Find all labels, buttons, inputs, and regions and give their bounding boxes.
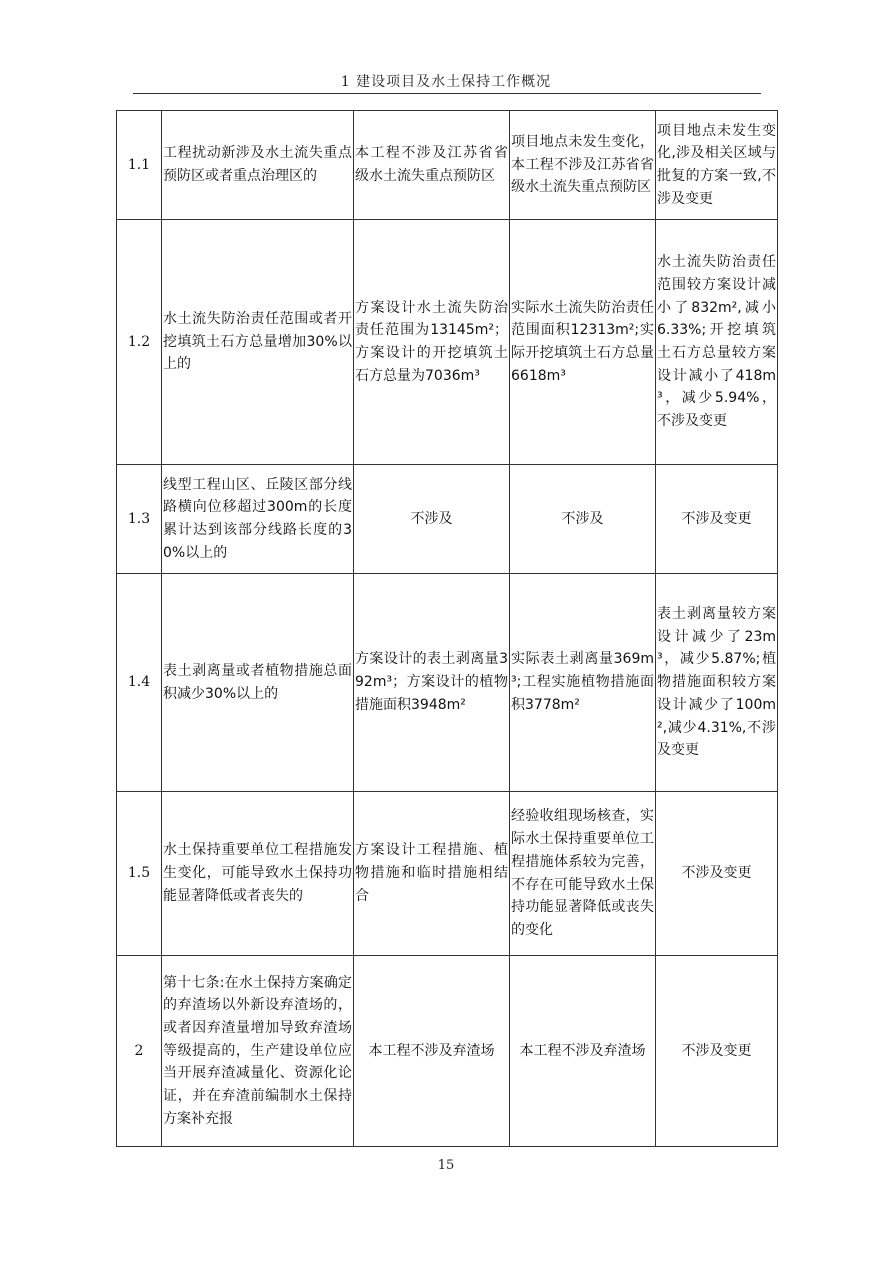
row-number: 2 <box>117 956 162 1147</box>
plan-cell: 本工程不涉及弃渣场 <box>354 956 510 1147</box>
plan-cell: 不涉及 <box>354 465 510 574</box>
conclusion-cell: 不涉及变更 <box>656 956 778 1147</box>
running-header: 1 建设项目及水土保持工作概况 <box>340 74 552 90</box>
criterion-cell: 水土流失防治责任范围或者开挖填筑土石方总量增加30%以上的 <box>162 220 354 465</box>
criterion-cell: 第十七条:在水土保持方案确定的弃渣场以外新设弃渣场的，或者因弃渣量增加导致弃渣场等级提高的，生产建设单位应当开展弃渣减量化、资源化论证，并在弃渣前编制水土保持方案补充报 <box>162 956 354 1147</box>
change-assessment-table <box>116 110 778 1147</box>
conclusion-cell: 项目地点未发生变化,涉及相关区域与批复的方案一致,不涉及变更 <box>656 111 778 220</box>
plan-cell: 方案设计工程措施、植物措施和临时措施相结合 <box>354 792 510 956</box>
table-row <box>117 220 778 465</box>
actual-cell: 不涉及 <box>510 465 656 574</box>
actual-cell: 实际表土剥离量369m³;工程实施植物措施面积3778m² <box>510 574 656 792</box>
conclusion-cell: 水土流失防治责任范围较方案设计减小了832m²,减小6.33%;开挖填筑土石方总量较方案设计减小了418m³，减少5.94%，不涉及变更 <box>656 220 778 465</box>
row-number: 1.4 <box>117 574 162 792</box>
plan-cell: 本工程不涉及江苏省省级水土流失重点预防区 <box>354 111 510 220</box>
table-row <box>117 956 778 1147</box>
actual-cell: 经验收组现场核查，实际水土保持重要单位工程措施体系较为完善，不存在可能导致水土保持功能显著降低或丧失的变化 <box>510 792 656 956</box>
plan-cell: 方案设计水土流失防治责任范围为13145m²；方案设计的开挖填筑土石方总量为7036m³ <box>354 220 510 465</box>
table-row <box>117 792 778 956</box>
table-row <box>117 465 778 574</box>
conclusion-cell: 表土剥离量较方案设计减少了23m³，减少5.87%;植物措施面积较方案设计减少了100m²,减少4.31%,不涉及变更 <box>656 574 778 792</box>
actual-cell: 本工程不涉及弃渣场 <box>510 956 656 1147</box>
plan-cell: 方案设计的表土剥离量392m³；方案设计的植物措施面积3948m² <box>354 574 510 792</box>
criterion-cell: 线型工程山区、丘陵区部分线路横向位移超过300m的长度累计达到该部分线路长度的30%以上的 <box>162 465 354 574</box>
criterion-cell: 工程扰动新涉及水土流失重点预防区或者重点治理区的 <box>162 111 354 220</box>
actual-cell: 项目地点未发生变化，本工程不涉及江苏省省级水土流失重点预防区 <box>510 111 656 220</box>
criterion-cell: 表土剥离量或者植物措施总面积减少30%以上的 <box>162 574 354 792</box>
actual-cell: 实际水土流失防治责任范围面积12313m²;实际开挖填筑土石方总量6618m³ <box>510 220 656 465</box>
header-rule <box>133 93 761 94</box>
row-number: 1.2 <box>117 220 162 465</box>
page-number: 15 <box>437 1158 455 1173</box>
table-row <box>117 574 778 792</box>
conclusion-cell: 不涉及变更 <box>656 465 778 574</box>
table-row <box>117 111 778 220</box>
row-number: 1.3 <box>117 465 162 574</box>
row-number: 1.5 <box>117 792 162 956</box>
row-number: 1.1 <box>117 111 162 220</box>
criterion-cell: 水土保持重要单位工程措施发生变化，可能导致水土保持功能显著降低或者丧失的 <box>162 792 354 956</box>
conclusion-cell: 不涉及变更 <box>656 792 778 956</box>
